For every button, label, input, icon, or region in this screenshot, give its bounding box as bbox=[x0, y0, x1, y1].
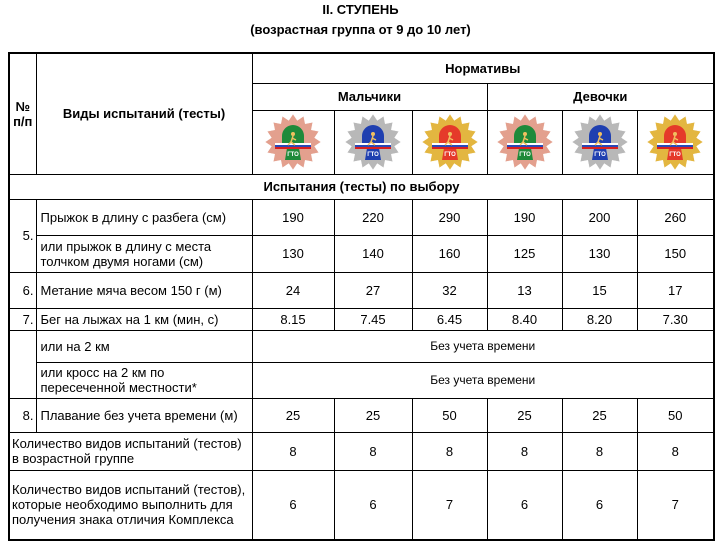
badge-cell bbox=[412, 110, 487, 174]
table-row bbox=[9, 272, 714, 308]
table-row bbox=[9, 308, 714, 330]
gto-bronze-badge-icon bbox=[495, 112, 555, 172]
header-boys: Мальчики bbox=[252, 83, 487, 110]
svg-text:ГТО: ГТО bbox=[593, 152, 606, 158]
norm-span: Без учета времени bbox=[252, 362, 714, 398]
norm-value: 150 bbox=[637, 235, 714, 272]
norm-value: 24 bbox=[252, 272, 334, 308]
gto-silver-badge-icon bbox=[570, 112, 630, 172]
header-girls: Девочки bbox=[487, 83, 714, 110]
totals-value: 8 bbox=[487, 432, 562, 470]
gto-silver-badge-icon bbox=[343, 112, 403, 172]
badge-cell bbox=[562, 110, 637, 174]
table-row bbox=[9, 398, 714, 432]
test-name: или прыжок в длину с места толчком двумя ногами (см) bbox=[36, 235, 252, 272]
badge-cell bbox=[334, 110, 412, 174]
row-number: 8. bbox=[9, 398, 36, 432]
svg-text:ГТО: ГТО bbox=[287, 152, 299, 158]
header-num: № п/п bbox=[9, 53, 36, 174]
totals-row bbox=[9, 470, 714, 540]
norm-value: 50 bbox=[412, 398, 487, 432]
norm-value: 15 bbox=[562, 272, 637, 308]
norm-value: 200 bbox=[562, 199, 637, 235]
norm-value: 25 bbox=[487, 398, 562, 432]
totals-value: 8 bbox=[334, 432, 412, 470]
header-tests: Виды испытаний (тесты) bbox=[36, 53, 252, 174]
norm-value: 25 bbox=[562, 398, 637, 432]
norm-value: 7.30 bbox=[637, 308, 714, 330]
norm-value: 190 bbox=[487, 199, 562, 235]
table-row bbox=[9, 330, 714, 362]
norm-value: 260 bbox=[637, 199, 714, 235]
header-norms: Нормативы bbox=[252, 53, 714, 83]
test-name: Плавание без учета времени (м) bbox=[36, 398, 252, 432]
svg-text:ГТО: ГТО bbox=[367, 152, 379, 158]
row-number-empty bbox=[9, 330, 36, 398]
norm-value: 13 bbox=[487, 272, 562, 308]
norm-value: 25 bbox=[252, 398, 334, 432]
norms-table bbox=[8, 52, 715, 541]
totals-value: 8 bbox=[252, 432, 334, 470]
norm-value: 8.40 bbox=[487, 308, 562, 330]
test-name: Бег на лыжах на 1 км (мин, с) bbox=[36, 308, 252, 330]
section-title: Испытания (тесты) по выбору bbox=[9, 174, 714, 199]
norm-value: 6.45 bbox=[412, 308, 487, 330]
norm-value: 160 bbox=[412, 235, 487, 272]
table-row bbox=[9, 235, 714, 272]
svg-text:ГТО: ГТО bbox=[443, 152, 456, 158]
norm-value: 8.15 bbox=[252, 308, 334, 330]
norm-value: 290 bbox=[412, 199, 487, 235]
table-row bbox=[9, 362, 714, 398]
totals-value: 6 bbox=[562, 470, 637, 540]
norm-value: 125 bbox=[487, 235, 562, 272]
norm-span: Без учета времени bbox=[252, 330, 714, 362]
norm-value: 8.20 bbox=[562, 308, 637, 330]
totals-value: 7 bbox=[412, 470, 487, 540]
badge-cell bbox=[487, 110, 562, 174]
test-name: Прыжок в длину с разбега (см) bbox=[36, 199, 252, 235]
norm-value: 27 bbox=[334, 272, 412, 308]
badge-cell bbox=[252, 110, 334, 174]
totals-value: 6 bbox=[487, 470, 562, 540]
norm-value: 50 bbox=[637, 398, 714, 432]
totals-value: 6 bbox=[334, 470, 412, 540]
gto-gold-badge-icon bbox=[645, 112, 705, 172]
page-subtitle: (возрастная группа от 9 до 10 лет) bbox=[250, 22, 471, 37]
test-name: или кросс на 2 км по пересеченной местности* bbox=[36, 362, 252, 398]
svg-text:ГТО: ГТО bbox=[669, 152, 682, 158]
totals-label: Количество видов испытаний (тестов), которые необходимо выполнить для получения знака отличия Комплекса bbox=[9, 470, 252, 540]
norm-value: 17 bbox=[637, 272, 714, 308]
norm-value: 25 bbox=[334, 398, 412, 432]
badge-cell bbox=[637, 110, 714, 174]
test-name: Метание мяча весом 150 г (м) bbox=[36, 272, 252, 308]
gto-gold-badge-icon bbox=[420, 112, 480, 172]
totals-value: 6 bbox=[252, 470, 334, 540]
norm-value: 32 bbox=[412, 272, 487, 308]
norm-value: 220 bbox=[334, 199, 412, 235]
norm-value: 7.45 bbox=[334, 308, 412, 330]
totals-value: 8 bbox=[637, 432, 714, 470]
table-row bbox=[9, 199, 714, 235]
norm-value: 130 bbox=[252, 235, 334, 272]
row-number: 5. bbox=[9, 199, 36, 272]
row-number: 6. bbox=[9, 272, 36, 308]
totals-value: 7 bbox=[637, 470, 714, 540]
totals-row bbox=[9, 432, 714, 470]
norm-value: 190 bbox=[252, 199, 334, 235]
norm-value: 140 bbox=[334, 235, 412, 272]
gto-bronze-badge-icon bbox=[263, 112, 323, 172]
test-name: или на 2 км bbox=[36, 330, 252, 362]
row-number: 7. bbox=[9, 308, 36, 330]
svg-text:ГТО: ГТО bbox=[518, 152, 531, 158]
totals-value: 8 bbox=[412, 432, 487, 470]
page-title: II. СТУПЕНЬ bbox=[322, 2, 399, 17]
totals-value: 8 bbox=[562, 432, 637, 470]
totals-label: Количество видов испытаний (тестов) в возрастной группе bbox=[9, 432, 252, 470]
norm-value: 130 bbox=[562, 235, 637, 272]
